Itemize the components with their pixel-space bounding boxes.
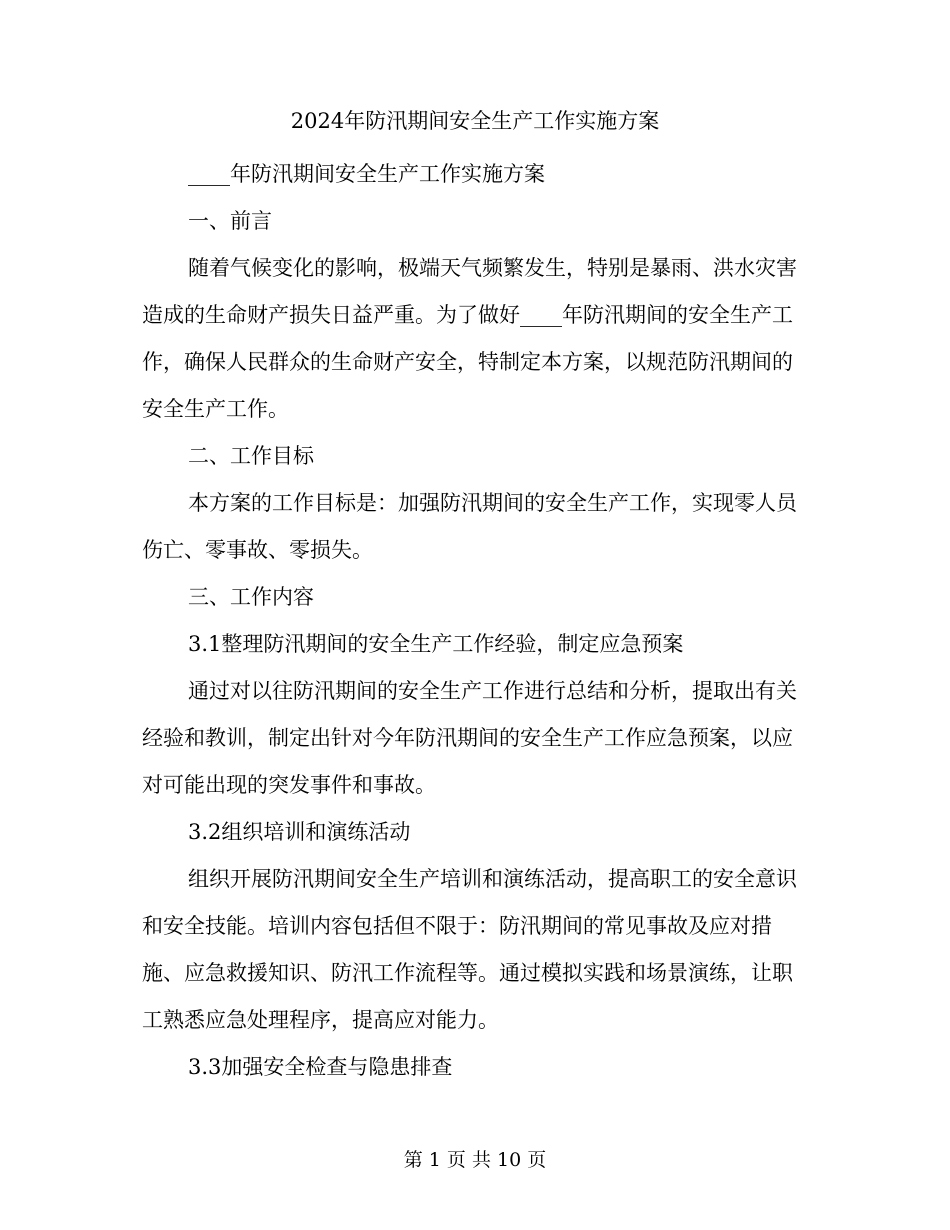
subheading-3-1: 3.1整理防汛期间的安全生产工作经验，制定应急预案 — [188, 632, 684, 656]
section-heading-preface: 一、前言 — [188, 209, 272, 233]
paragraph-preface: 随着气候变化的影响，极端天气频繁发生，特别是暴雨、洪水灾害造成的生命财产损失日益严重。为了做好____年防汛期间的安全生产工作，确保人民群众的生命财产安全，特制定本方案，以规范防汛期间的安全生产工作。 — [142, 256, 797, 421]
document-body — [142, 151, 797, 1091]
paragraph-3-1: 通过对以往防汛期间的安全生产工作进行总结和分析，提取出有关经验和教训，制定出针对今年防汛期间的安全生产工作应急预案，以应对可能出现的突发事件和事故。 — [142, 679, 797, 797]
section-heading-goals: 二、工作目标 — [188, 444, 314, 468]
paragraph-goals: 本方案的工作目标是：加强防汛期间的安全生产工作，实现零人员伤亡、零事故、零损失。 — [142, 491, 797, 562]
paragraph-subtitle: ____年防汛期间安全生产工作实施方案 — [188, 162, 545, 186]
paragraph-3-2: 组织开展防汛期间安全生产培训和演练活动，提高职工的安全意识和安全技能。培训内容包括但不限于：防汛期间的常见事故及应对措施、应急救援知识、防汛工作流程等。通过模拟实践和场景演练，让职工熟悉应急处理程序，提高应对能力。 — [142, 867, 797, 1032]
subheading-3-3: 3.3加强安全检查与隐患排查 — [188, 1055, 453, 1079]
subheading-3-2: 3.2组织培训和演练活动 — [188, 820, 411, 844]
section-heading-content: 三、工作内容 — [188, 585, 314, 609]
document-title: 2024年防汛期间安全生产工作实施方案 — [290, 109, 660, 133]
page-footer: 第 1 页 共 10 页 — [403, 1149, 547, 1171]
